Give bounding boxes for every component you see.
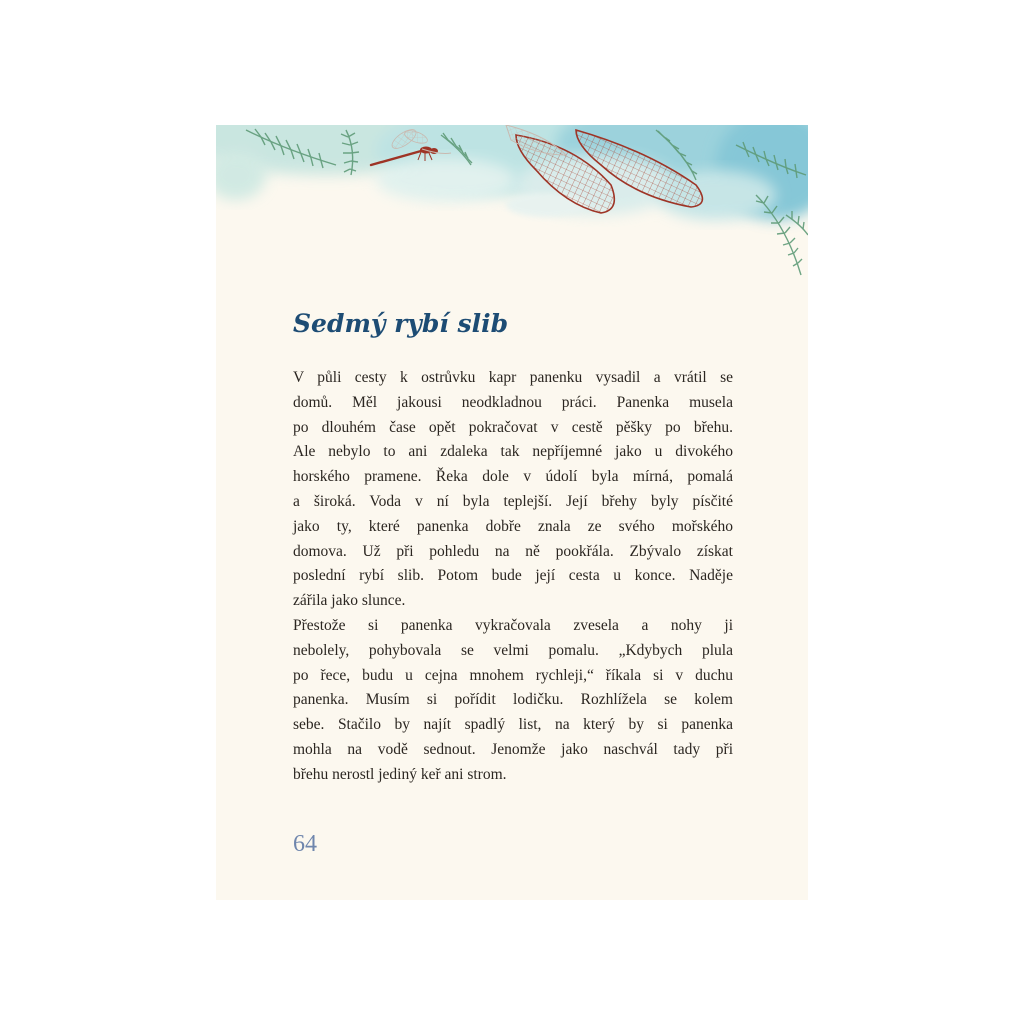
text-line: domova. Už při pohledu na ně pookřála. Zbývalo získat: [293, 542, 733, 560]
chapter-title: Sedmý rybí slib: [293, 309, 509, 338]
text-line: mohla na vodě sednout. Jenomže jako naschvál tady při: [293, 740, 733, 758]
text-line: břehu nerostl jediný keř ani strom.: [293, 765, 507, 783]
book-page: [216, 125, 808, 900]
text-line: horského pramene. Řeka dole v údolí byla mírná, pomalá: [293, 468, 733, 486]
text-line: domů. Měl jakousi neodkladnou práci. Panenka musela: [293, 393, 733, 411]
text-line: zářila jako slunce.: [293, 592, 406, 610]
text-line: poslední rybí slib. Potom bude její cesta u konce. Naděje: [293, 567, 733, 585]
text-line: panenka. Musím si pořídit lodičku. Rozhlížela se kolem: [293, 691, 733, 709]
text-line: po řece, budu u cejna mnohem rychleji,“ říkala si v duchu: [293, 666, 733, 684]
text-line: jako ty, které panenka dobře znala ze svého mořského: [293, 517, 733, 535]
text-line: sebe. Stačilo by najít spadlý list, na který by si panenka: [293, 716, 733, 734]
paragraph: [293, 366, 733, 614]
text-line: po dlouhém čase opět pokračovat v cestě pěšky po břehu.: [293, 418, 733, 436]
text-line: Přestože si panenka vykračovala zvesela a nohy ji: [293, 616, 733, 634]
text-line: a široká. Voda v ní byla teplejší. Její břehy byly písčité: [293, 492, 733, 510]
page-number: 64: [293, 831, 317, 857]
text-line: Ale nebylo to ani zdaleka tak nepříjemné jako u divokého: [293, 443, 733, 461]
text-line: nebolely, pohybovala se velmi pomalu. „Kdybych plula: [293, 641, 733, 659]
watercolor-illustration: [216, 125, 808, 295]
body-text: [293, 366, 733, 788]
paragraph: [293, 614, 733, 788]
text-line: V půli cesty k ostrůvku kapr panenku vysadil a vrátil se: [293, 369, 733, 386]
